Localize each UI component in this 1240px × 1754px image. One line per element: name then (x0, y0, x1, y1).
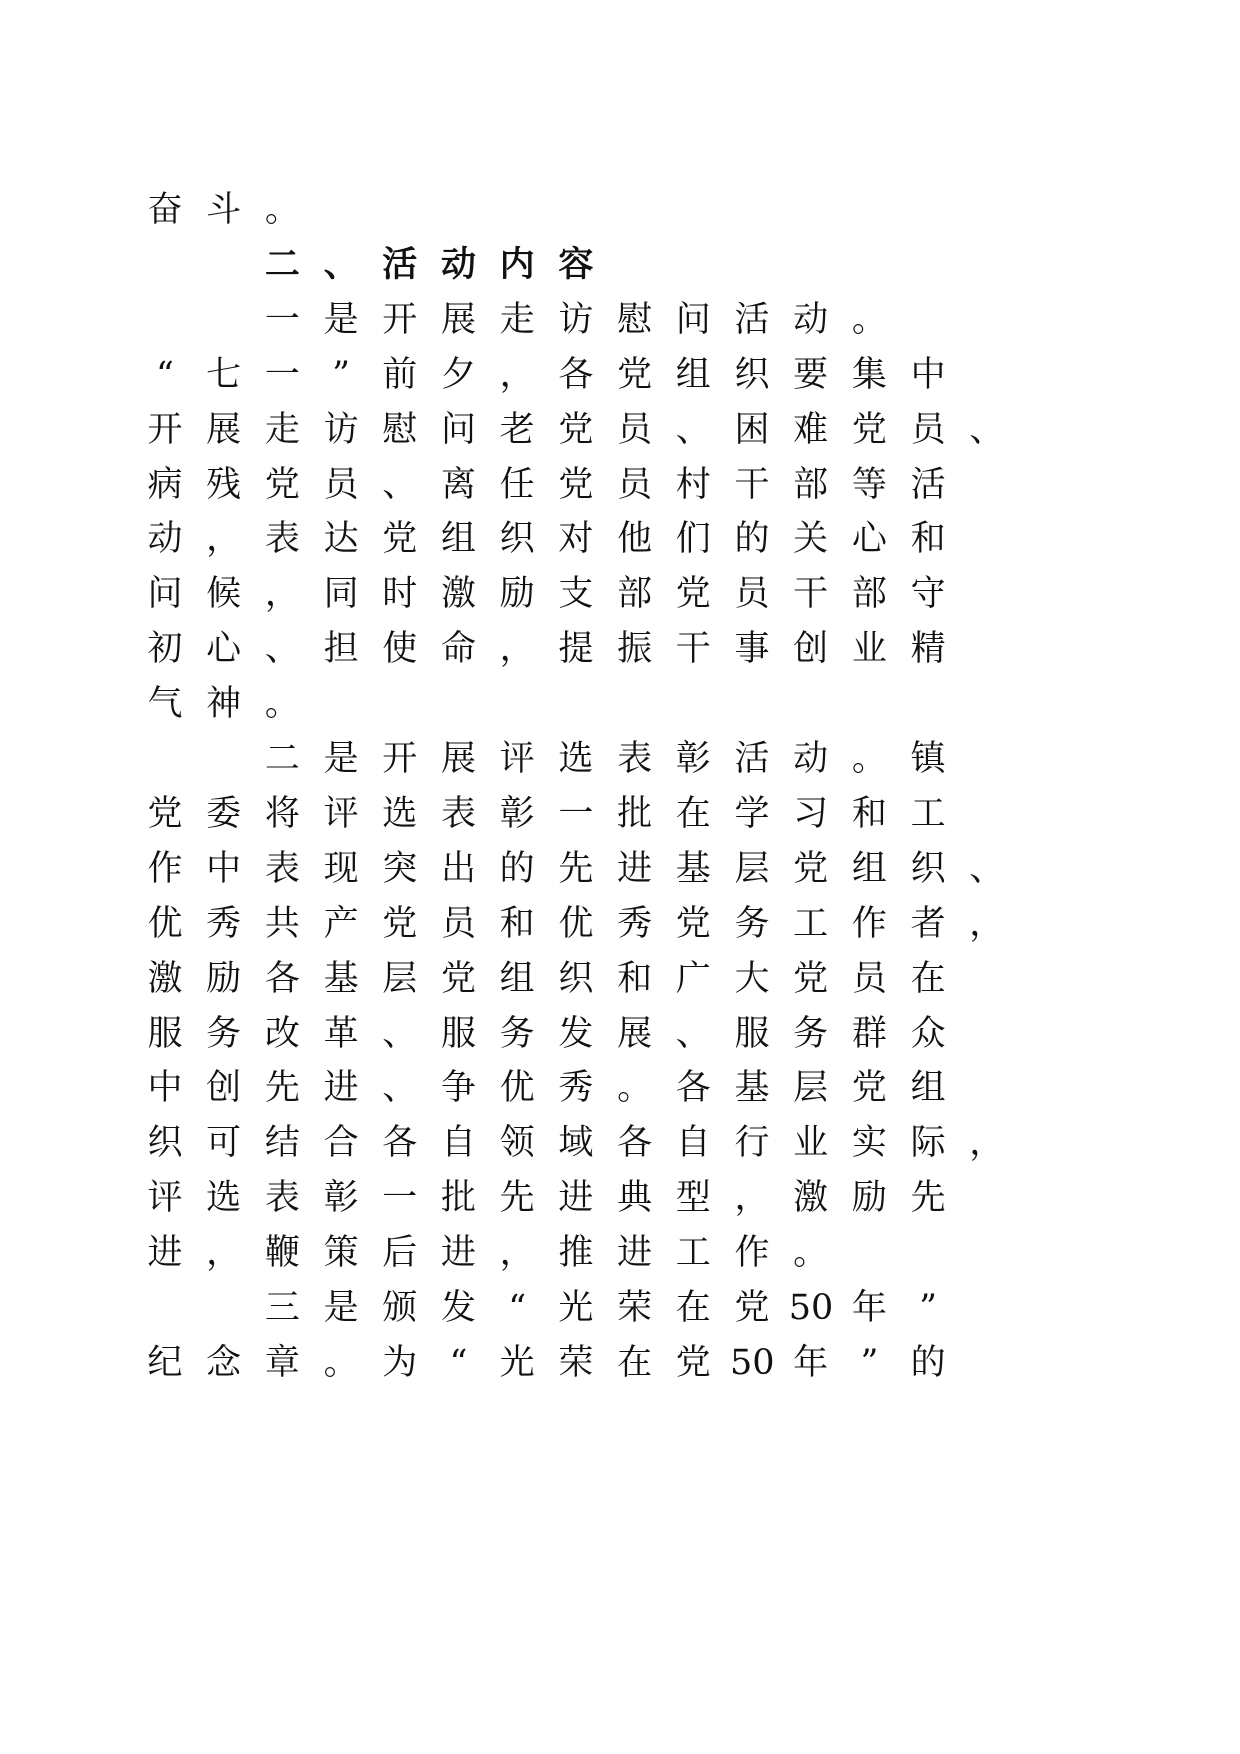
glyph: 织 (734, 354, 770, 395)
glyph: 员 (323, 464, 359, 505)
text-line (0, 455, 1240, 515)
glyph: 展 (617, 1013, 653, 1054)
glyph: 的 (499, 848, 535, 889)
glyph: 中 (910, 354, 946, 395)
glyph: 党 (793, 848, 829, 889)
glyph: 候 (206, 574, 242, 615)
text-line (0, 949, 1240, 1009)
glyph: 一 (264, 354, 300, 395)
glyph: 域 (558, 1123, 594, 1164)
glyph: 作 (734, 1233, 770, 1274)
glyph: 和 (499, 903, 535, 944)
glyph: 老 (499, 409, 535, 450)
glyph: 争 (440, 1068, 476, 1109)
glyph: 合 (323, 1123, 359, 1164)
glyph: 活 (734, 739, 770, 779)
glyph: 走 (264, 409, 300, 450)
glyph: 将 (264, 793, 300, 834)
glyph: 服 (147, 1013, 183, 1054)
glyph: 问 (675, 299, 711, 340)
glyph: 优 (147, 903, 183, 944)
glyph: ， (499, 1233, 535, 1274)
glyph: 业 (851, 629, 887, 670)
glyph: ， (969, 903, 1005, 944)
glyph: 、 (382, 1068, 418, 1109)
glyph: ， (969, 1123, 1005, 1164)
glyph: 各 (264, 958, 300, 999)
glyph: 革 (323, 1013, 359, 1054)
glyph: 担 (323, 629, 359, 670)
glyph: 、 (264, 629, 300, 670)
glyph: 50 (788, 1288, 834, 1328)
glyph: 服 (734, 1013, 770, 1054)
glyph: 二 (264, 244, 300, 285)
glyph: 七 (206, 354, 242, 395)
glyph: 党 (675, 903, 711, 944)
glyph: 党 (675, 574, 711, 615)
glyph: 镇 (910, 739, 946, 779)
glyph: 党 (382, 903, 418, 944)
glyph: 批 (440, 1178, 476, 1219)
glyph: 开 (382, 299, 418, 340)
glyph: 群 (851, 1013, 887, 1054)
glyph: 各 (382, 1123, 418, 1164)
glyph: 进 (323, 1068, 359, 1109)
glyph: 党 (675, 1342, 711, 1383)
glyph: 发 (440, 1288, 476, 1328)
glyph: 部 (851, 574, 887, 615)
glyph: 光 (499, 1342, 535, 1383)
glyph: 在 (617, 1342, 653, 1383)
glyph: 学 (734, 793, 770, 834)
glyph: 要 (793, 354, 829, 395)
text-line (0, 1058, 1240, 1118)
glyph: 基 (323, 958, 359, 999)
glyph: 访 (323, 409, 359, 450)
glyph: 织 (147, 1123, 183, 1164)
glyph: 。 (851, 299, 887, 340)
glyph: 干 (675, 629, 711, 670)
glyph: 励 (851, 1178, 887, 1219)
glyph: 是 (323, 739, 359, 779)
glyph: 、 (382, 464, 418, 505)
glyph: 守 (910, 574, 946, 615)
glyph: 组 (851, 848, 887, 889)
glyph: 业 (793, 1123, 829, 1164)
glyph: 彰 (323, 1178, 359, 1219)
glyph: 一 (382, 1178, 418, 1219)
text-line (0, 729, 1240, 789)
glyph: 。 (264, 190, 300, 230)
text-line (0, 839, 1240, 899)
glyph: 精 (910, 629, 946, 670)
glyph: 等 (851, 464, 887, 505)
glyph: 进 (147, 1233, 183, 1274)
glyph: 问 (147, 574, 183, 615)
glyph: 困 (734, 409, 770, 450)
glyph: 组 (440, 519, 476, 560)
glyph: 基 (734, 1068, 770, 1109)
glyph: 念 (206, 1342, 242, 1383)
glyph: 策 (323, 1233, 359, 1274)
glyph: 创 (206, 1068, 242, 1109)
glyph: 自 (440, 1123, 476, 1164)
glyph: 开 (382, 739, 418, 779)
glyph: 务 (206, 1013, 242, 1054)
glyph: 各 (675, 1068, 711, 1109)
glyph: 选 (558, 739, 594, 779)
glyph: 奋 (147, 190, 183, 230)
glyph: 表 (264, 519, 300, 560)
glyph: 进 (440, 1233, 476, 1274)
glyph: 离 (440, 464, 476, 505)
glyph: 大 (734, 958, 770, 999)
glyph: 。 (264, 684, 300, 725)
glyph: 对 (558, 519, 594, 560)
glyph: 党 (382, 519, 418, 560)
glyph: 织 (558, 958, 594, 999)
glyph: 者 (910, 903, 946, 944)
glyph: 表 (440, 793, 476, 834)
glyph: 党 (264, 464, 300, 505)
glyph: 工 (910, 793, 946, 834)
glyph: ” (919, 1288, 938, 1328)
glyph: 创 (793, 629, 829, 670)
glyph: 。 (851, 739, 887, 779)
glyph: 层 (793, 1068, 829, 1109)
glyph: 展 (440, 299, 476, 340)
glyph: 。 (617, 1068, 653, 1109)
glyph: 织 (499, 519, 535, 560)
glyph: 彰 (675, 739, 711, 779)
glyph: 和 (910, 519, 946, 560)
text-line (0, 564, 1240, 624)
glyph: 党 (734, 1288, 770, 1328)
glyph: 一 (558, 793, 594, 834)
glyph: 党 (440, 958, 476, 999)
glyph: 、 (969, 848, 1005, 889)
glyph: “ (156, 354, 174, 395)
glyph: 党 (558, 409, 594, 450)
glyph: 活 (910, 464, 946, 505)
glyph: 评 (323, 793, 359, 834)
glyph: 型 (675, 1178, 711, 1219)
glyph: 、 (675, 1013, 711, 1054)
glyph: 展 (206, 409, 242, 450)
text-line (0, 509, 1240, 569)
glyph: 先 (264, 1068, 300, 1109)
glyph: 三 (264, 1288, 300, 1328)
glyph: 改 (264, 1013, 300, 1054)
glyph: 干 (793, 574, 829, 615)
glyph: 夕 (440, 354, 476, 395)
glyph: 动 (793, 739, 829, 779)
glyph: 激 (147, 958, 183, 999)
section-heading (0, 235, 1240, 295)
text-line (0, 1168, 1240, 1228)
glyph: 激 (793, 1178, 829, 1219)
glyph: 自 (675, 1123, 711, 1164)
glyph: 颁 (382, 1288, 418, 1328)
glyph: 党 (851, 409, 887, 450)
glyph: 是 (323, 1288, 359, 1328)
glyph: 在 (910, 958, 946, 999)
glyph: 年 (851, 1288, 887, 1328)
glyph: 支 (558, 574, 594, 615)
glyph: 动 (440, 244, 476, 285)
glyph: 各 (558, 354, 594, 395)
text-line (0, 1278, 1240, 1338)
glyph: 员 (440, 903, 476, 944)
glyph: 二 (264, 739, 300, 779)
glyph: ” (332, 354, 351, 395)
glyph: ， (499, 354, 535, 395)
glyph: 产 (323, 903, 359, 944)
glyph: 激 (440, 574, 476, 615)
glyph: 进 (617, 1233, 653, 1274)
glyph: 组 (499, 958, 535, 999)
glyph: 集 (851, 354, 887, 395)
glyph: 命 (440, 629, 476, 670)
glyph: 表 (264, 1178, 300, 1219)
glyph: 行 (734, 1123, 770, 1164)
glyph: 为 (382, 1342, 418, 1383)
text-line (0, 400, 1240, 460)
glyph: 各 (617, 1123, 653, 1164)
text-line (0, 345, 1240, 405)
glyph: 员 (851, 958, 887, 999)
glyph: 荣 (617, 1288, 653, 1328)
glyph: 前 (382, 354, 418, 395)
glyph: 先 (558, 848, 594, 889)
glyph: 基 (675, 848, 711, 889)
glyph: 员 (910, 409, 946, 450)
glyph: 50 (730, 1342, 775, 1383)
glyph: 纪 (147, 1342, 183, 1383)
glyph: 达 (323, 519, 359, 560)
glyph: 委 (206, 793, 242, 834)
glyph: 时 (382, 574, 418, 615)
glyph: 活 (382, 244, 418, 285)
glyph: 使 (382, 629, 418, 670)
glyph: 开 (147, 409, 183, 450)
glyph: 残 (206, 464, 242, 505)
glyph: 访 (558, 299, 594, 340)
glyph: 务 (499, 1013, 535, 1054)
glyph: 他 (617, 519, 653, 560)
glyph: 领 (499, 1123, 535, 1164)
glyph: 先 (910, 1178, 946, 1219)
glyph: 慰 (382, 409, 418, 450)
text-line (0, 1333, 1240, 1393)
glyph: 光 (558, 1288, 594, 1328)
glyph: 党 (617, 354, 653, 395)
glyph: 初 (147, 629, 183, 670)
glyph: 鞭 (264, 1233, 300, 1274)
glyph: 务 (734, 903, 770, 944)
glyph: 织 (910, 848, 946, 889)
glyph: 服 (440, 1013, 476, 1054)
glyph: 众 (910, 1013, 946, 1054)
glyph: 和 (617, 958, 653, 999)
glyph: 选 (382, 793, 418, 834)
glyph: ， (264, 574, 300, 615)
glyph: 的 (734, 519, 770, 560)
text-line (0, 674, 1240, 734)
glyph: 秀 (558, 1068, 594, 1109)
glyph: 评 (499, 739, 535, 779)
glyph: 在 (675, 1288, 711, 1328)
glyph: 章 (264, 1342, 300, 1383)
glyph: 表 (264, 848, 300, 889)
glyph: 务 (793, 1013, 829, 1054)
glyph: 提 (558, 629, 594, 670)
glyph: 推 (558, 1233, 594, 1274)
glyph: 、 (675, 409, 711, 450)
glyph: 展 (440, 739, 476, 779)
glyph: 荣 (558, 1342, 594, 1383)
glyph: 问 (440, 409, 476, 450)
glyph: 员 (734, 574, 770, 615)
glyph: 们 (675, 519, 711, 560)
glyph: 工 (675, 1233, 711, 1274)
glyph: ” (860, 1342, 879, 1383)
glyph: 是 (323, 299, 359, 340)
glyph: 进 (558, 1178, 594, 1219)
glyph: 层 (734, 848, 770, 889)
text-line (0, 1223, 1240, 1283)
glyph: 进 (617, 848, 653, 889)
text-line (0, 1004, 1240, 1064)
glyph: 气 (147, 684, 183, 725)
glyph: 动 (147, 519, 183, 560)
glyph: 干 (734, 464, 770, 505)
glyph: 和 (851, 793, 887, 834)
glyph: 同 (323, 574, 359, 615)
glyph: ， (206, 519, 242, 560)
glyph: ， (206, 1233, 242, 1274)
glyph: 任 (499, 464, 535, 505)
text-line (0, 290, 1240, 350)
glyph: 一 (264, 299, 300, 340)
glyph: 励 (499, 574, 535, 615)
glyph: 彰 (499, 793, 535, 834)
glyph: 突 (382, 848, 418, 889)
glyph: 动 (793, 299, 829, 340)
glyph: 表 (617, 739, 653, 779)
glyph: 实 (851, 1123, 887, 1164)
glyph: 党 (851, 1068, 887, 1109)
glyph: 村 (675, 464, 711, 505)
glyph: 、 (323, 244, 359, 285)
glyph: 神 (206, 684, 242, 725)
glyph: 可 (206, 1123, 242, 1164)
glyph: 、 (969, 409, 1005, 450)
glyph: 员 (617, 464, 653, 505)
glyph: 关 (793, 519, 829, 560)
glyph: 部 (617, 574, 653, 615)
glyph: 党 (793, 958, 829, 999)
glyph: “ (508, 1288, 527, 1328)
glyph: 中 (206, 848, 242, 889)
glyph: ， (734, 1178, 770, 1219)
glyph: 难 (793, 409, 829, 450)
glyph: 习 (793, 793, 829, 834)
glyph: 心 (206, 629, 242, 670)
glyph: 优 (499, 1068, 535, 1109)
glyph: 秀 (617, 903, 653, 944)
text-line (0, 1113, 1240, 1173)
glyph: 党 (558, 464, 594, 505)
text-line (0, 894, 1240, 954)
glyph: 活 (734, 299, 770, 340)
glyph: 组 (675, 354, 711, 395)
glyph: 。 (793, 1233, 829, 1274)
glyph: 组 (910, 1068, 946, 1109)
glyph: 作 (851, 903, 887, 944)
text-line (0, 784, 1240, 844)
glyph: 后 (382, 1233, 418, 1274)
glyph: 典 (617, 1178, 653, 1219)
glyph: 部 (793, 464, 829, 505)
glyph: 斗 (206, 190, 242, 230)
glyph: 现 (323, 848, 359, 889)
text-line (0, 619, 1240, 679)
glyph: 选 (206, 1178, 242, 1219)
glyph: 内 (499, 244, 535, 285)
glyph: 容 (558, 244, 594, 285)
text-line (0, 180, 1240, 240)
glyph: 出 (440, 848, 476, 889)
glyph: 病 (147, 464, 183, 505)
glyph: 先 (499, 1178, 535, 1219)
glyph: 共 (264, 903, 300, 944)
glyph: 层 (382, 958, 418, 999)
glyph: 际 (910, 1123, 946, 1164)
glyph: 广 (675, 958, 711, 999)
glyph: 振 (617, 629, 653, 670)
glyph: 秀 (206, 903, 242, 944)
glyph: 年 (793, 1342, 829, 1383)
glyph: “ (449, 1342, 468, 1383)
glyph: 作 (147, 848, 183, 889)
glyph: 励 (206, 958, 242, 999)
glyph: 党 (147, 793, 183, 834)
glyph: ， (499, 629, 535, 670)
glyph: 员 (617, 409, 653, 450)
glyph: 结 (264, 1123, 300, 1164)
glyph: 心 (851, 519, 887, 560)
glyph: 走 (499, 299, 535, 340)
glyph: 中 (147, 1068, 183, 1109)
glyph: 慰 (617, 299, 653, 340)
glyph: 评 (147, 1178, 183, 1219)
glyph: 事 (734, 629, 770, 670)
glyph: 、 (382, 1013, 418, 1054)
glyph: 工 (793, 903, 829, 944)
glyph: 批 (617, 793, 653, 834)
glyph: 的 (910, 1342, 946, 1383)
glyph: 在 (675, 793, 711, 834)
glyph: 发 (558, 1013, 594, 1054)
glyph: 。 (323, 1342, 359, 1383)
glyph: 优 (558, 903, 594, 944)
